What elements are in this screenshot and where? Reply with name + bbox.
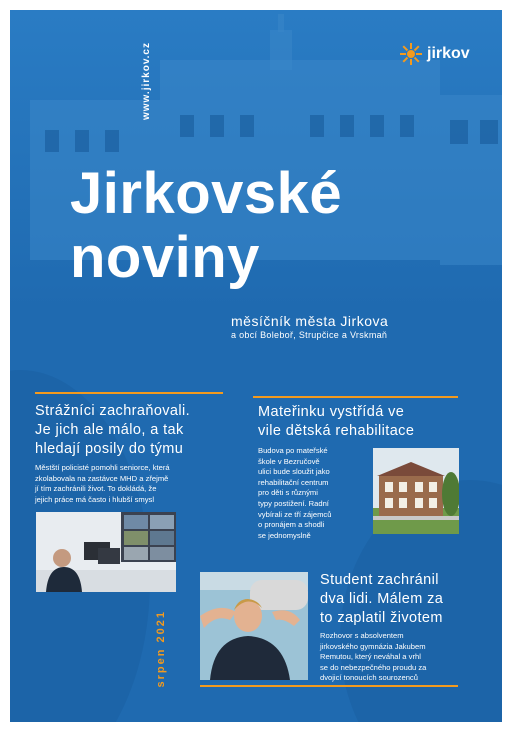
body-line: Remutou, který neváhal a vrhl [320, 652, 421, 662]
body-line: se do nebezpečného proudu za [320, 662, 427, 672]
body-line: pro děti s různými [258, 488, 318, 498]
article-3-heading[interactable] [320, 571, 443, 628]
body-line: jejich práce má často i hlubší smysl [35, 494, 155, 504]
control-room-photo [36, 512, 176, 592]
article-2-heading[interactable] [258, 403, 414, 441]
body-line: Rozhovor s absolventem [320, 631, 404, 640]
heading-line: to zaplatil životem [320, 610, 443, 626]
masthead-title [70, 162, 342, 290]
body-line: se jednomyslně [258, 530, 311, 540]
student-photo [200, 572, 308, 680]
body-line: typy postižení. Radní [258, 498, 329, 508]
body-line: rehabilitační centrum [258, 477, 329, 487]
newspaper-cover [10, 10, 502, 722]
masthead-subtitle-small: a obcí Boleboř, Strupčice a Vrskmaň [231, 330, 388, 340]
website-url[interactable]: www.jirkov.cz [141, 42, 152, 121]
heading-line: Strážníci zachraňovali. [35, 403, 191, 419]
heading-line: dva lidi. Málem za [320, 591, 444, 607]
heading-line: Student zachránil [320, 572, 439, 588]
logo-text: jirkov [427, 45, 470, 62]
article-3-body [320, 631, 426, 684]
villa-photo [373, 448, 459, 534]
divider [200, 685, 458, 687]
body-line: Městští policisté pomohli seniorce, která [35, 463, 170, 472]
body-line: škole v Bezručově [258, 456, 320, 466]
body-line: vybírali ze tří zájemců [258, 509, 332, 519]
article-1-body [35, 463, 170, 505]
article-2-body [258, 446, 331, 541]
body-line: Budova po mateřské [258, 446, 328, 455]
logo [400, 43, 470, 65]
masthead-subtitle: měsíčník města Jirkova [231, 313, 389, 329]
issue-date: srpen 2021 [155, 610, 167, 688]
body-line: jí tím zachránili život. To dokládá, že [35, 484, 157, 494]
divider [35, 392, 223, 394]
body-line: dvojicí tonoucích sourozenců [320, 673, 418, 683]
body-line: zkolabovala na zastávce MHD a zřejmě [35, 473, 169, 483]
heading-line: Mateřinku vystřídá ve [258, 404, 405, 420]
title-line: noviny [70, 225, 260, 290]
article-1-heading[interactable] [35, 402, 190, 459]
title-line: Jirkovské [70, 161, 343, 226]
body-line: ulici bude sloužit jako [258, 467, 330, 477]
divider [253, 396, 458, 398]
heading-line: vile dětská rehabilitace [258, 423, 415, 439]
sun-logo-icon [400, 43, 422, 65]
heading-line: Je jich ale málo, a tak [35, 422, 184, 438]
body-line: o pronájem a shodli [258, 520, 325, 530]
body-line: jirkovského gymnázia Jakubem [320, 641, 426, 651]
heading-line: hledají posily do týmu [35, 441, 184, 457]
